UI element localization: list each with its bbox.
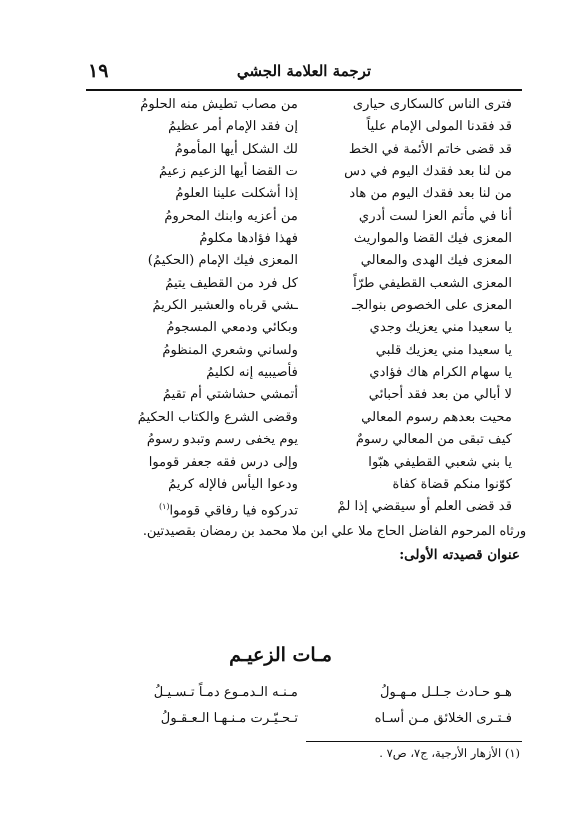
verse-first-hemistich: قد قضى خاتم الأئمة في الخط — [348, 141, 512, 157]
verse-first-hemistich: المعزى فيك الهدى والمعالي — [360, 253, 512, 269]
page-number: ١٩ — [88, 60, 109, 82]
verse-first-hemistich: قد فقدنا المولى الإمام علياً — [366, 119, 512, 135]
poem-title: مـات الزعيـم — [229, 644, 332, 666]
footnote-rule — [306, 741, 522, 742]
verse-first-hemistich: يا بني شعبي القطيفي هبّوا — [368, 454, 512, 470]
verse-first-hemistich: فـتـرى الخلائق مـن أسـاه — [374, 711, 512, 726]
verse-row — [88, 496, 520, 518]
verse-row — [88, 452, 520, 474]
footnote-marker: (١) — [158, 502, 170, 512]
verse-second-hemistich: وإلى درس فقه جعفر قوموا — [148, 454, 298, 470]
verse-first-hemistich: يا سهام الكرام هاك فؤادي — [369, 365, 512, 381]
verse-row — [88, 384, 520, 406]
subheading: عنوان قصيدته الأولى: — [399, 547, 520, 563]
verse-second-hemistich: إذا أشكلت علينا العلومُ — [175, 186, 298, 202]
verse-first-hemistich: كيف تبقى من المعالي رسومٌ — [355, 432, 512, 448]
verse-row — [88, 161, 520, 183]
verse-row — [88, 139, 520, 161]
verse-row — [88, 116, 520, 138]
verse-row — [88, 183, 520, 205]
verse-row — [88, 206, 520, 228]
footnote: (١) الأزهار الأرجية، ج٧، ص٧ . — [379, 746, 520, 760]
verse-first-hemistich: لا أبالي من بعد فقد أحبائي — [368, 387, 512, 403]
running-title: ترجمة العلامة الجشي — [236, 62, 372, 80]
verse-first-hemistich: من لنا بعد فقدك اليوم من هاد — [349, 186, 512, 202]
verse-second-hemistich: ولساني وشعري المنظومُ — [162, 342, 298, 358]
verse-first-hemistich: هـو حـادث جـلـل مـهـولُ — [379, 685, 512, 700]
verse-text: تدركوه فيا رفاقي قوموا — [169, 503, 298, 519]
verse-second-hemistich: تـحـيّـرت مـنـهـا الـعـقـولُ — [160, 711, 298, 726]
verse-second-hemistich: فأصيبيه إنه لكليمُ — [206, 365, 298, 381]
verse-second-hemistich: وقضى الشرع والكتاب الحكيمُ — [137, 409, 298, 425]
verse-second-hemistich: ـشي قرباه والعشير الكريمُ — [152, 298, 298, 314]
verse-first-hemistich: كوّنوا منكم قضاة كفاة — [392, 476, 512, 492]
verse-first-hemistich: فترى الناس كالسكارى حيارى — [352, 97, 512, 112]
verse-second-hemistich: يوم يخفى رسم وتبدو رسومُ — [146, 432, 298, 448]
verse-row — [88, 340, 520, 362]
poem-verses — [88, 682, 520, 734]
verse-second-hemistich — [98, 496, 298, 522]
verse-second-hemistich: أتمشي حشاشتي أم تقيمُ — [162, 387, 298, 403]
verse-first-hemistich: من لنا بعد فقدك اليوم في دس — [344, 164, 512, 180]
verse-second-hemistich: ودعوا اليأس فالإله كريمُ — [168, 476, 298, 492]
verse-row — [88, 429, 520, 451]
verse-row — [88, 228, 520, 250]
verse-second-hemistich: مـنـه الـدمـوع دمـاً تـسـيـلُ — [153, 685, 298, 700]
verse-second-hemistich: فهذا فؤادها مكلومُ — [199, 231, 298, 247]
verse-row — [88, 474, 520, 496]
verse-second-hemistich: إن فقد الإمام أمر عظيمُ — [168, 119, 298, 135]
verse-row — [88, 273, 520, 295]
verse-first-hemistich: قد قضى العلم أو سيقضي إذا لمْ — [337, 499, 512, 515]
verse-row — [88, 407, 520, 429]
verse-first-hemistich: المعزى على الخصوص بنوالجـ — [352, 298, 512, 314]
verse-second-hemistich: المعزى فيك الإمام (الحكيمُ) — [147, 253, 298, 269]
verse-first-hemistich: المعزى فيك القضا والمواريث — [353, 231, 512, 247]
verse-first-hemistich: أنا في مأتم العزا لست أدري — [358, 208, 512, 224]
verse-row — [88, 295, 520, 317]
verse-first-hemistich: المعزى الشعب القطيفي طرّاً — [353, 275, 512, 291]
header-rule — [86, 89, 522, 91]
verse-row — [88, 682, 520, 708]
verse-row — [88, 317, 520, 339]
verse-second-hemistich: كل فرد من القطيف يتيمُ — [165, 275, 298, 291]
verse-first-hemistich: يا سعيدا مني يعزيك قلبي — [375, 342, 512, 358]
prose-paragraph: ورثاه المرحوم الفاضل الحاج ملا علي ابن ملا محمد بن رمضان بقصيدتين. — [142, 524, 526, 539]
verse-second-hemistich: من أعزيه وابنك المحرومُ — [164, 208, 298, 224]
verse-row — [88, 708, 520, 734]
verse-row — [88, 250, 520, 272]
verse-first-hemistich: يا سعيدا مني يعزيك وجدي — [369, 320, 512, 336]
verse-second-hemistich: من مصاب تطيش منه الحلومُ — [140, 97, 298, 112]
verse-first-hemistich: محيت بعدهم رسوم المعالي — [361, 409, 512, 425]
verse-second-hemistich: لك الشكل أيها المأمومُ — [174, 141, 298, 157]
verse-row — [88, 94, 520, 116]
elegy-verses — [88, 94, 520, 519]
verse-row — [88, 362, 520, 384]
verse-second-hemistich: ت القضا أيها الزعيم زعيمُ — [159, 164, 298, 180]
page-header — [88, 60, 520, 86]
verse-second-hemistich: وبكائي ودمعي المسجومُ — [166, 320, 298, 336]
